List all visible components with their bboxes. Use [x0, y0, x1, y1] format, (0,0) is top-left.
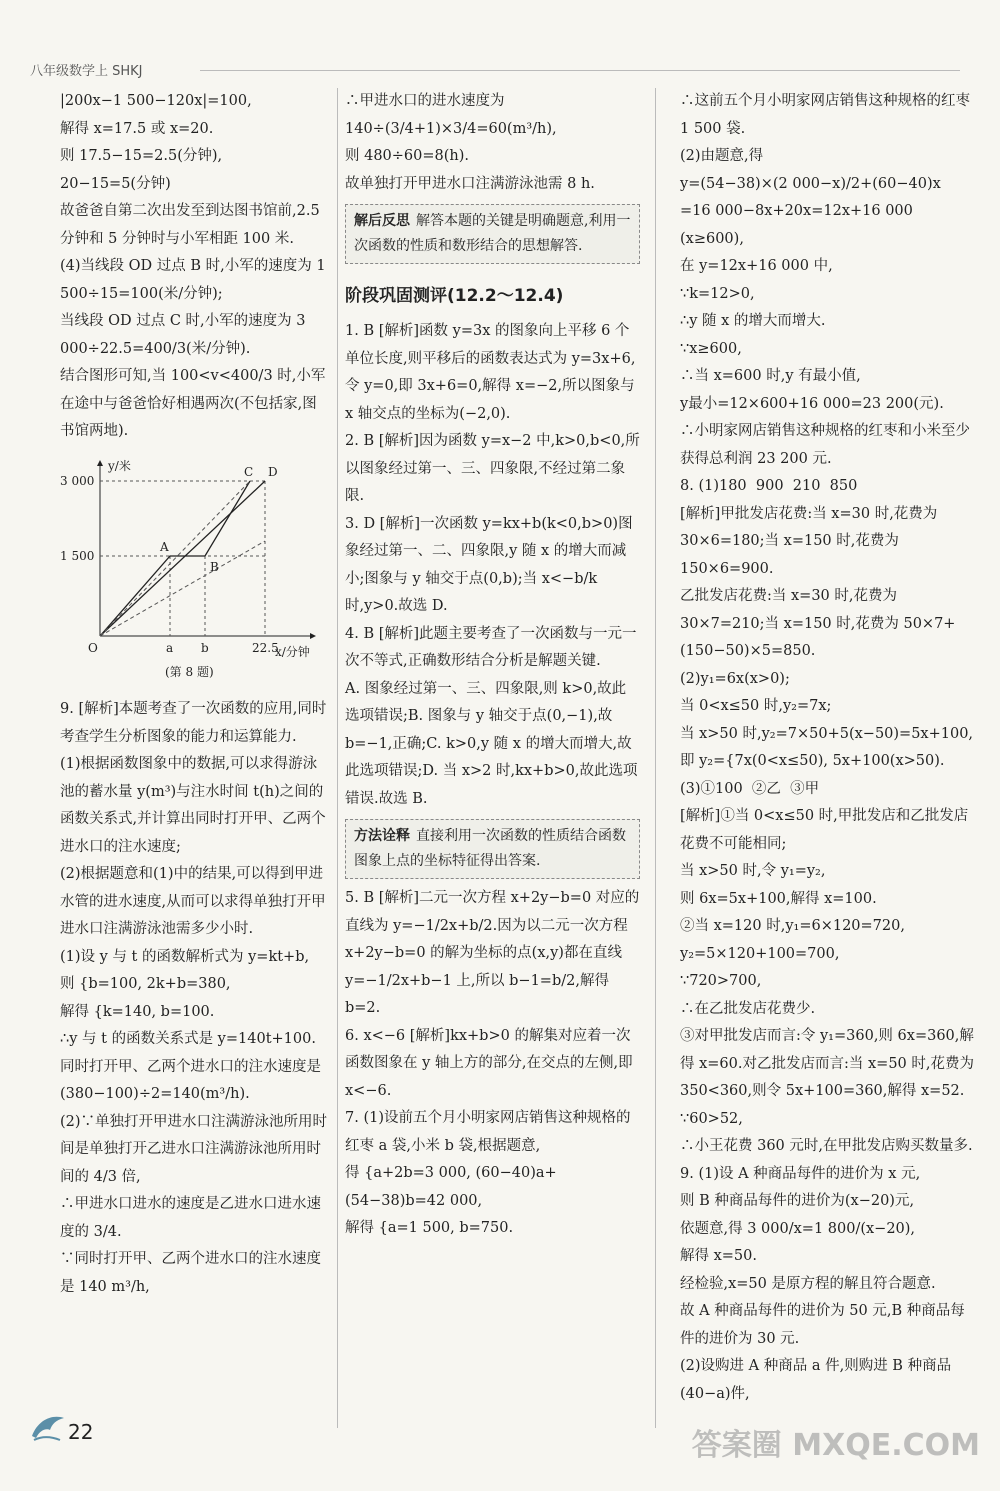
col1.lines2-line: ∴甲进水口进水的速度是乙进水口进水速度的 3/4.	[60, 1196, 321, 1240]
col2.lines-line: 故单独打开甲进水口注满游泳池需 8 h.	[345, 175, 595, 192]
method-text: 直接利用一次函数的性质结合函数图象上点的坐标特征得出答案.	[354, 828, 626, 869]
col3.lines-line: 故 A 种商品每件的进价为 50 元,B 种商品每件的进价为 30 元.	[680, 1303, 965, 1347]
col2.lines2-line: 3. D [解析]一次函数 y=kx+b(k<0,b>0)图象经过第一、二、四象限,y 随 x 的增大而减小;图象与 y 轴交于点(0,b);当 x<−b/k 时,y>0.故选 D.	[345, 515, 633, 614]
col1.lines-line: 故爸爸自第二次出发至到达图书馆前,2.5 分钟和 5 分钟时与小军相距 100 米.	[60, 203, 325, 247]
col3.lines-line: 则 6x=5x+100,解得 x=100.	[680, 890, 877, 907]
graph-x-label: x/分钟	[275, 644, 310, 659]
col2.lines2-line: 2. B [解析]因为函数 y=x−2 中,k>0,b<0,所以图象经过第一、三、四象限,不经过第二象限.	[345, 433, 640, 504]
col1.lines-line: 当线段 OD 过点 C 时,小军的速度为 3 000÷22.5=400/3(米/分钟).	[60, 313, 311, 357]
col1.lines-line: 则 17.5−15=2.5(分钟),	[60, 148, 223, 164]
col1.lines2-line: 同时打开甲、乙两个进水口的注水速度是(380−100)÷2=140(m³/h).	[60, 1058, 321, 1102]
method-tag: 方法诠释	[354, 828, 410, 844]
col1.lines2-line: (1)设 y 与 t 的函数解析式为 y=kt+b,	[60, 948, 310, 965]
col1.lines2-line: (2)根据题意和(1)中的结果,可以得到甲进水管的进水速度,从而可以求得单独打开甲进水口注满游泳池需多少小时.	[60, 866, 326, 937]
col3.lines-line: y₂=5×120+100=700,	[680, 945, 840, 962]
col3.lines-line: y=(54−38)×(2 000−x)/2+(60−40)x	[680, 175, 941, 192]
column-divider-2	[655, 88, 656, 1428]
col1.lines2-line: 9. [解析]本题考查了一次函数的应用,同时考查学生分析图象的能力和运算能力.	[60, 701, 327, 745]
col3.lines-line: 乙批发店花费:当 x=30 时,花费为 30×7=210;当 x=150 时,花费为 50×7+(150−50)×5=850.	[680, 588, 956, 659]
col2.lines3-line: 5. B [解析]二元一次方程 x+2y−b=0 对应的直线为 y=−1/2x+b/2.因为以二元一次方程 x+2y−b=0 的解为坐标的点(x,y)都在直线 y=−1/2x+b−1 上,所以 b−1=b/2,解得 b=2.	[345, 890, 640, 1016]
col1.lines-line: 解得 x=17.5 或 x=20.	[60, 120, 214, 137]
reflection-box	[345, 204, 640, 264]
point-b-label: B	[210, 559, 219, 574]
col3.lines-line: ∴这前五个月小明家网店销售这种规格的红枣 1 500 袋.	[680, 93, 975, 137]
page-number: 22	[68, 1420, 94, 1444]
column-right	[680, 88, 979, 1408]
col1.lines-line: (4)当线段 OD 过点 B 时,小军的速度为 1 500÷15=100(米/分钟);	[60, 258, 331, 302]
col2.lines3-line: 解得 {a=1 500, b=750.	[345, 1220, 514, 1236]
col3.lines-line: (2)由题意,得	[680, 148, 764, 164]
col2.lines-line: 则 480÷60=8(h).	[345, 148, 470, 164]
point-c-label: C	[244, 464, 254, 479]
line-oc	[100, 481, 250, 636]
graph-x-tick-22-5: 22.5	[252, 640, 279, 655]
col3.lines-line: 当 0<x≤50 时,y₂=7x;	[680, 698, 832, 714]
col2.lines3-line: 6. x<−6 [解析]kx+b>0 的解集对应着一次函数图象在 y 轴上方的部分,在交点的左侧,即 x<−6.	[345, 1027, 638, 1099]
page-header	[30, 60, 970, 80]
col1.lines2-line: ∴y 与 t 的函数关系式是 y=140t+100.	[60, 1031, 316, 1047]
graph-y-tick-3000: 3 000	[60, 473, 95, 488]
col1-text-block-2	[60, 696, 330, 1301]
col3.lines-line: [解析]①当 0<x≤50 时,甲批发店和乙批发店花费不可能相同;	[680, 808, 969, 852]
y-axis-arrow	[97, 460, 103, 466]
column-middle	[345, 88, 640, 1243]
reflection-text: 解答本题的关键是明确题意,利用一次函数的性质和数形结合的思想解答.	[354, 213, 631, 254]
graph-x-tick-b: b	[201, 640, 209, 655]
col2-text-block-2	[345, 318, 640, 813]
col2.lines-line: ∴甲进水口的进水速度为 140÷(3/4+1)×3/4=60(m³/h),	[345, 93, 557, 137]
col3.lines-line: ∵x≥600,	[680, 340, 742, 357]
col3.lines-line: 即 y₂={7x(0<x≤50), 5x+100(x>50).	[680, 753, 945, 769]
col1.lines2-line: 则 {b=100, 2k+b=380,	[60, 976, 231, 992]
col3.lines-line: ∵k=12>0,	[680, 285, 755, 302]
method-box	[345, 819, 640, 879]
col3.lines-line: =16 000−8x+20x=12x+16 000 (x≥600),	[680, 203, 918, 247]
col2.lines3-line: 得 {a+2b=3 000, (60−40)a+(54−38)b=42 000,	[345, 1165, 557, 1209]
line-ob	[100, 541, 265, 636]
line-od	[100, 481, 265, 636]
header-title: 八年级数学上 SHKJ	[30, 64, 143, 79]
col3.lines-line: ∴当 x=600 时,y 有最小值,	[680, 368, 861, 384]
graph-y-label: y/米	[108, 458, 131, 473]
col2.lines2-line: 1. B [解析]函数 y=3x 的图象向上平移 6 个单位长度,则平移后的函数表达式为 y=3x+6,令 y=0,即 3x+6=0,解得 x=−2,所以图象与 x 轴交点的坐标为(−2,0).	[345, 323, 640, 422]
col3.lines-line: 当 x>50 时,y₂=7×50+5(x−50)=5x+100,	[680, 725, 974, 742]
col3.lines-line: 9. (1)设 A 种商品每件的进价为 x 元,	[680, 1165, 921, 1182]
col3.lines-line: (2)设购进 A 种商品 a 件,则购进 B 种商品(40−a)件,	[680, 1358, 952, 1402]
col3.lines-line: ∴在乙批发店花费少.	[680, 1000, 816, 1017]
col1.lines2-line: (2)∵单独打开甲进水口注满游泳池所用时间是单独打开乙进水口注满游泳池所用时间的 4/3 倍,	[60, 1113, 328, 1185]
section-title: 阶段巩固测评(12.2～12.4)	[345, 286, 564, 306]
col3.lines-line: 解得 x=50.	[680, 1248, 757, 1264]
reflection-tag: 解后反思	[354, 213, 410, 229]
col2.lines2-line: A. 图象经过第一、三、四象限,则 k>0,故此选项错误;B. 图象与 y 轴交于点(0,−1),故 b=−1,正确;C. k>0,y 随 x 的增大而增大,故此选项错误;D. 当 x>2 时,kx+b>0,故此选项错误.故选 B.	[345, 680, 638, 807]
col2-text-block-3	[345, 885, 640, 1243]
function-graph	[60, 456, 330, 686]
col3.lines-line: ∴y 随 x 的增大而增大.	[680, 313, 826, 329]
col3.lines-line: 当 x>50 时,令 y₁=y₂,	[680, 863, 826, 879]
col1.lines-line: 20−15=5(分钟)	[60, 175, 171, 192]
col3-text-block	[680, 88, 979, 1408]
col1.lines2-line: ∵同时打开甲、乙两个进水口的注水速度是 140 m³/h,	[60, 1251, 321, 1295]
col1.lines-line: 结合图形可知,当 100<v<400/3 时,小军在途中与爸爸恰好相遇两次(不包括家,图书馆两地).	[60, 368, 326, 439]
col1.lines2-line: 解得 {k=140, b=100.	[60, 1003, 215, 1020]
col1-text-block	[60, 88, 330, 446]
graph-origin: O	[88, 640, 98, 655]
col3.lines-line: 经检验,x=50 是原方程的解且符合题意.	[680, 1275, 936, 1292]
point-d-label: D	[268, 464, 278, 479]
col3.lines-line: y最小=12×600+16 000=23 200(元).	[680, 395, 944, 412]
col1.lines2-line: (1)根据函数图象中的数据,可以求得游泳池的蓄水量 y(m³)与注水时间 t(h)之间的函数关系式,并计算出同时打开甲、乙两个进水口的注水速度;	[60, 756, 326, 855]
col3.lines-line: ②当 x=120 时,y₁=6×120=720,	[680, 918, 905, 934]
col3.lines-line: ∴小王花费 360 元时,在甲批发店购买数量多.	[680, 1138, 973, 1154]
col3.lines-line: ∴小明家网店销售这种规格的红枣和小米至少获得总利润 23 200 元.	[680, 423, 970, 467]
col2-text-block	[345, 88, 640, 198]
column-left	[60, 88, 330, 1301]
header-rule	[200, 70, 960, 71]
column-divider-1	[337, 88, 338, 1428]
col3.lines-line: (2)y₁=6x(x>0);	[680, 670, 790, 687]
col3.lines-line: [解析]甲批发店花费:当 x=30 时,花费为 30×6=180;当 x=150 时,花费为 150×6=900.	[680, 505, 942, 577]
graph-caption: (第 8 题)	[165, 664, 214, 679]
col2.lines2-line: 4. B [解析]此题主要考查了一次函数与一元一次不等式,正确数形结合分析是解题关键.	[345, 625, 637, 669]
col3.lines-line: ∵720>700,	[680, 973, 762, 989]
watermark: 答案圈 MXQE.COM	[691, 1428, 980, 1463]
point-a-label: A	[160, 539, 169, 554]
col3.lines-line: (3)①100 ②乙 ③甲	[680, 780, 820, 797]
col3.lines-line: ③对甲批发店而言:令 y₁=360,则 6x=360,解得 x=60.对乙批发店而言:当 x=50 时,花费为 350<360,则令 5x+100=360,解得 x=52.	[680, 1028, 979, 1099]
col3.lines-line: ∵60>52,	[680, 1110, 743, 1127]
col3.lines-line: 则 B 种商品每件的进价为(x−20)元,	[680, 1193, 915, 1209]
dolphin-logo-icon	[30, 1410, 66, 1442]
graph-x-tick-a: a	[166, 640, 174, 655]
col3.lines-line: 8. (1)180 900 210 850	[680, 478, 858, 494]
col2.lines3-line: 7. (1)设前五个月小明家网店销售这种规格的红枣 a 袋,小米 b 袋,根据题意,	[345, 1110, 631, 1154]
col1.lines-line: |200x−1 500−120x|=100,	[60, 93, 252, 109]
col3.lines-line: 依题意,得 3 000/x=1 800/(x−20),	[680, 1220, 916, 1237]
x-axis-arrow	[310, 633, 316, 639]
col3.lines-line: 在 y=12x+16 000 中,	[680, 258, 833, 274]
graph-y-tick-1500: 1 500	[60, 548, 95, 563]
